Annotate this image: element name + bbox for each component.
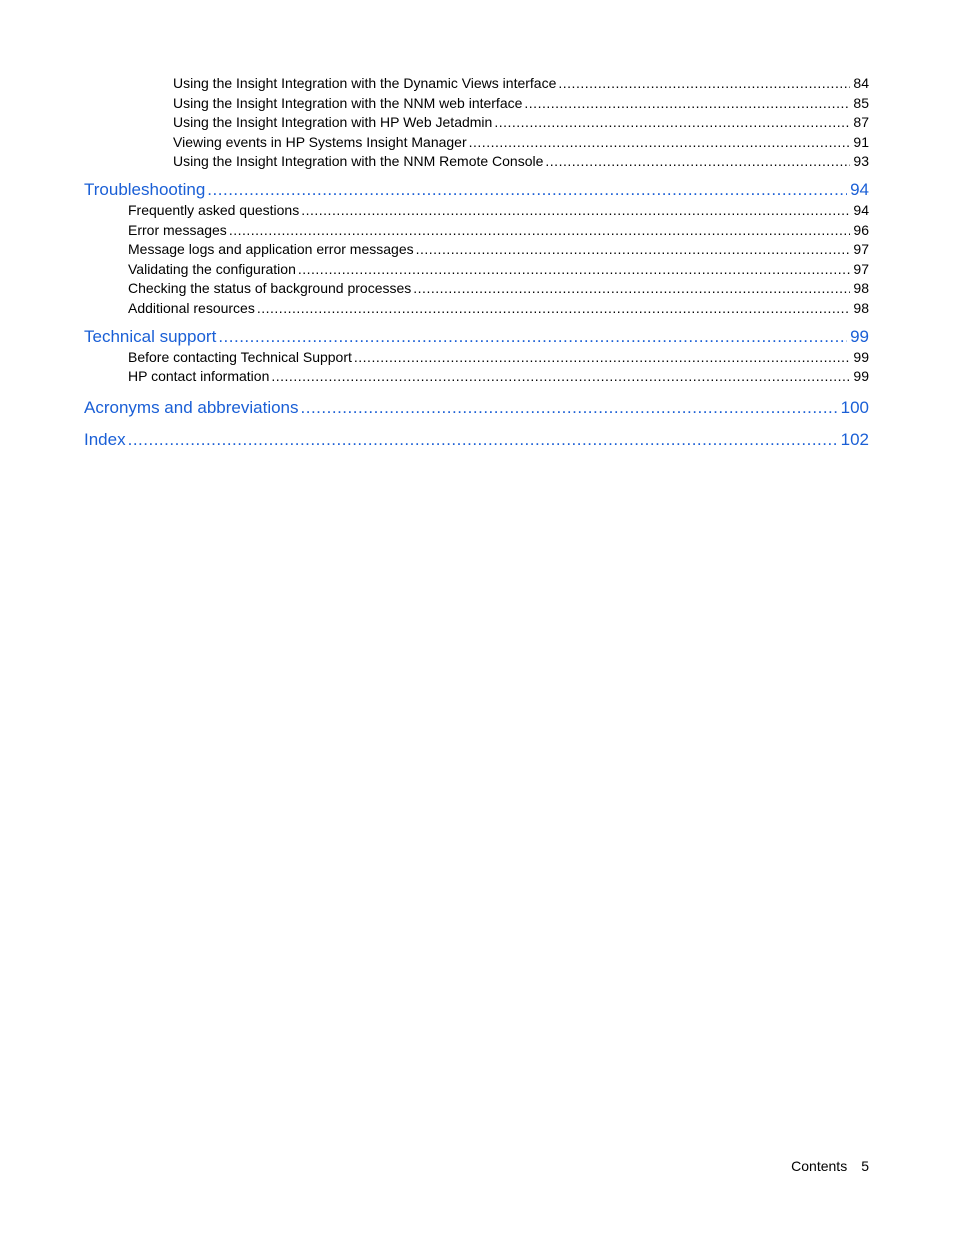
dot-leader — [413, 279, 850, 299]
toc-heading-acronyms[interactable] — [84, 397, 869, 419]
toc-entry-page: 97 — [853, 241, 869, 258]
dot-leader — [545, 152, 850, 172]
toc-entry-additional-resources[interactable] — [128, 299, 869, 319]
toc-entry-page: 84 — [853, 75, 869, 91]
footer-section-label: Contents — [791, 1158, 848, 1174]
toc-entry-title: Frequently asked questions — [128, 201, 300, 218]
dot-leader — [229, 221, 851, 241]
dot-leader — [218, 326, 847, 348]
table-of-contents — [84, 74, 869, 451]
toc-entry-web-jetadmin[interactable] — [173, 113, 869, 133]
toc-heading-page: 99 — [850, 326, 869, 346]
dot-leader — [494, 113, 850, 133]
toc-entry-page: 94 — [853, 201, 869, 218]
toc-entry-page: 85 — [853, 94, 869, 111]
toc-heading-page: 102 — [840, 429, 869, 449]
toc-entry-title: Viewing events in HP Systems Insight Manager — [173, 133, 467, 150]
dot-leader — [354, 348, 851, 368]
toc-entry-page: 97 — [853, 260, 869, 277]
dot-leader — [298, 260, 851, 280]
toc-entry-nnm-remote[interactable] — [173, 152, 869, 172]
dot-leader — [524, 94, 850, 114]
toc-entry-title: Message logs and application error messages — [128, 241, 414, 258]
dot-leader — [257, 299, 851, 319]
toc-entry-page: 98 — [853, 299, 869, 316]
dot-leader — [271, 367, 850, 387]
toc-entry-validating[interactable] — [128, 260, 869, 280]
dot-leader — [128, 429, 838, 451]
toc-entry-page: 91 — [853, 133, 869, 150]
dot-leader — [207, 179, 847, 201]
toc-entry-before-contacting[interactable] — [128, 348, 869, 368]
page-footer — [791, 1158, 869, 1174]
toc-heading-title: Index — [84, 429, 126, 449]
footer-page-number: 5 — [861, 1158, 869, 1174]
toc-entry-page: 99 — [853, 368, 869, 385]
toc-entry-error-messages[interactable] — [128, 221, 869, 241]
toc-entry-title: Using the Insight Integration with the NNM web interface — [173, 94, 523, 111]
toc-entry-title: Additional resources — [128, 299, 255, 316]
toc-entry-hp-contact[interactable] — [128, 367, 869, 387]
toc-entry-checking-status[interactable] — [128, 279, 869, 299]
toc-heading-page: 94 — [850, 179, 869, 199]
toc-heading-index[interactable] — [84, 429, 869, 451]
toc-entry-title: Using the Insight Integration with HP Web Jetadmin — [173, 114, 493, 131]
toc-heading-title: Acronyms and abbreviations — [84, 397, 299, 417]
toc-entry-page: 99 — [853, 348, 869, 365]
toc-entry-page: 96 — [853, 221, 869, 238]
toc-heading-technical-support[interactable] — [84, 326, 869, 348]
toc-entry-nnm-web[interactable] — [173, 94, 869, 114]
toc-heading-title: Troubleshooting — [84, 179, 206, 199]
toc-entry-sim-events[interactable] — [173, 133, 869, 153]
toc-entry-title: Using the Insight Integration with the Dynamic Views interface — [173, 75, 557, 91]
toc-heading-troubleshooting[interactable] — [84, 179, 869, 201]
toc-entry-page: 98 — [853, 280, 869, 297]
dot-leader — [301, 397, 838, 419]
toc-entry-title: Error messages — [128, 221, 227, 238]
toc-heading-title: Technical support — [84, 326, 217, 346]
toc-entry-message-logs[interactable] — [128, 240, 869, 260]
dot-leader — [416, 240, 851, 260]
toc-entry-dynamic-views[interactable] — [173, 74, 869, 94]
dot-leader — [301, 201, 850, 221]
dot-leader — [558, 74, 850, 94]
toc-entry-title: Validating the configuration — [128, 260, 296, 277]
toc-entry-title: Using the Insight Integration with the NNM Remote Console — [173, 153, 544, 170]
dot-leader — [469, 133, 851, 153]
toc-entry-title: HP contact information — [128, 368, 270, 385]
toc-entry-title: Checking the status of background processes — [128, 280, 412, 297]
toc-heading-page: 100 — [840, 397, 869, 417]
toc-entry-faq[interactable] — [128, 201, 869, 221]
toc-entry-title: Before contacting Technical Support — [128, 348, 352, 365]
toc-entry-page: 93 — [853, 153, 869, 170]
toc-entry-page: 87 — [853, 114, 869, 131]
